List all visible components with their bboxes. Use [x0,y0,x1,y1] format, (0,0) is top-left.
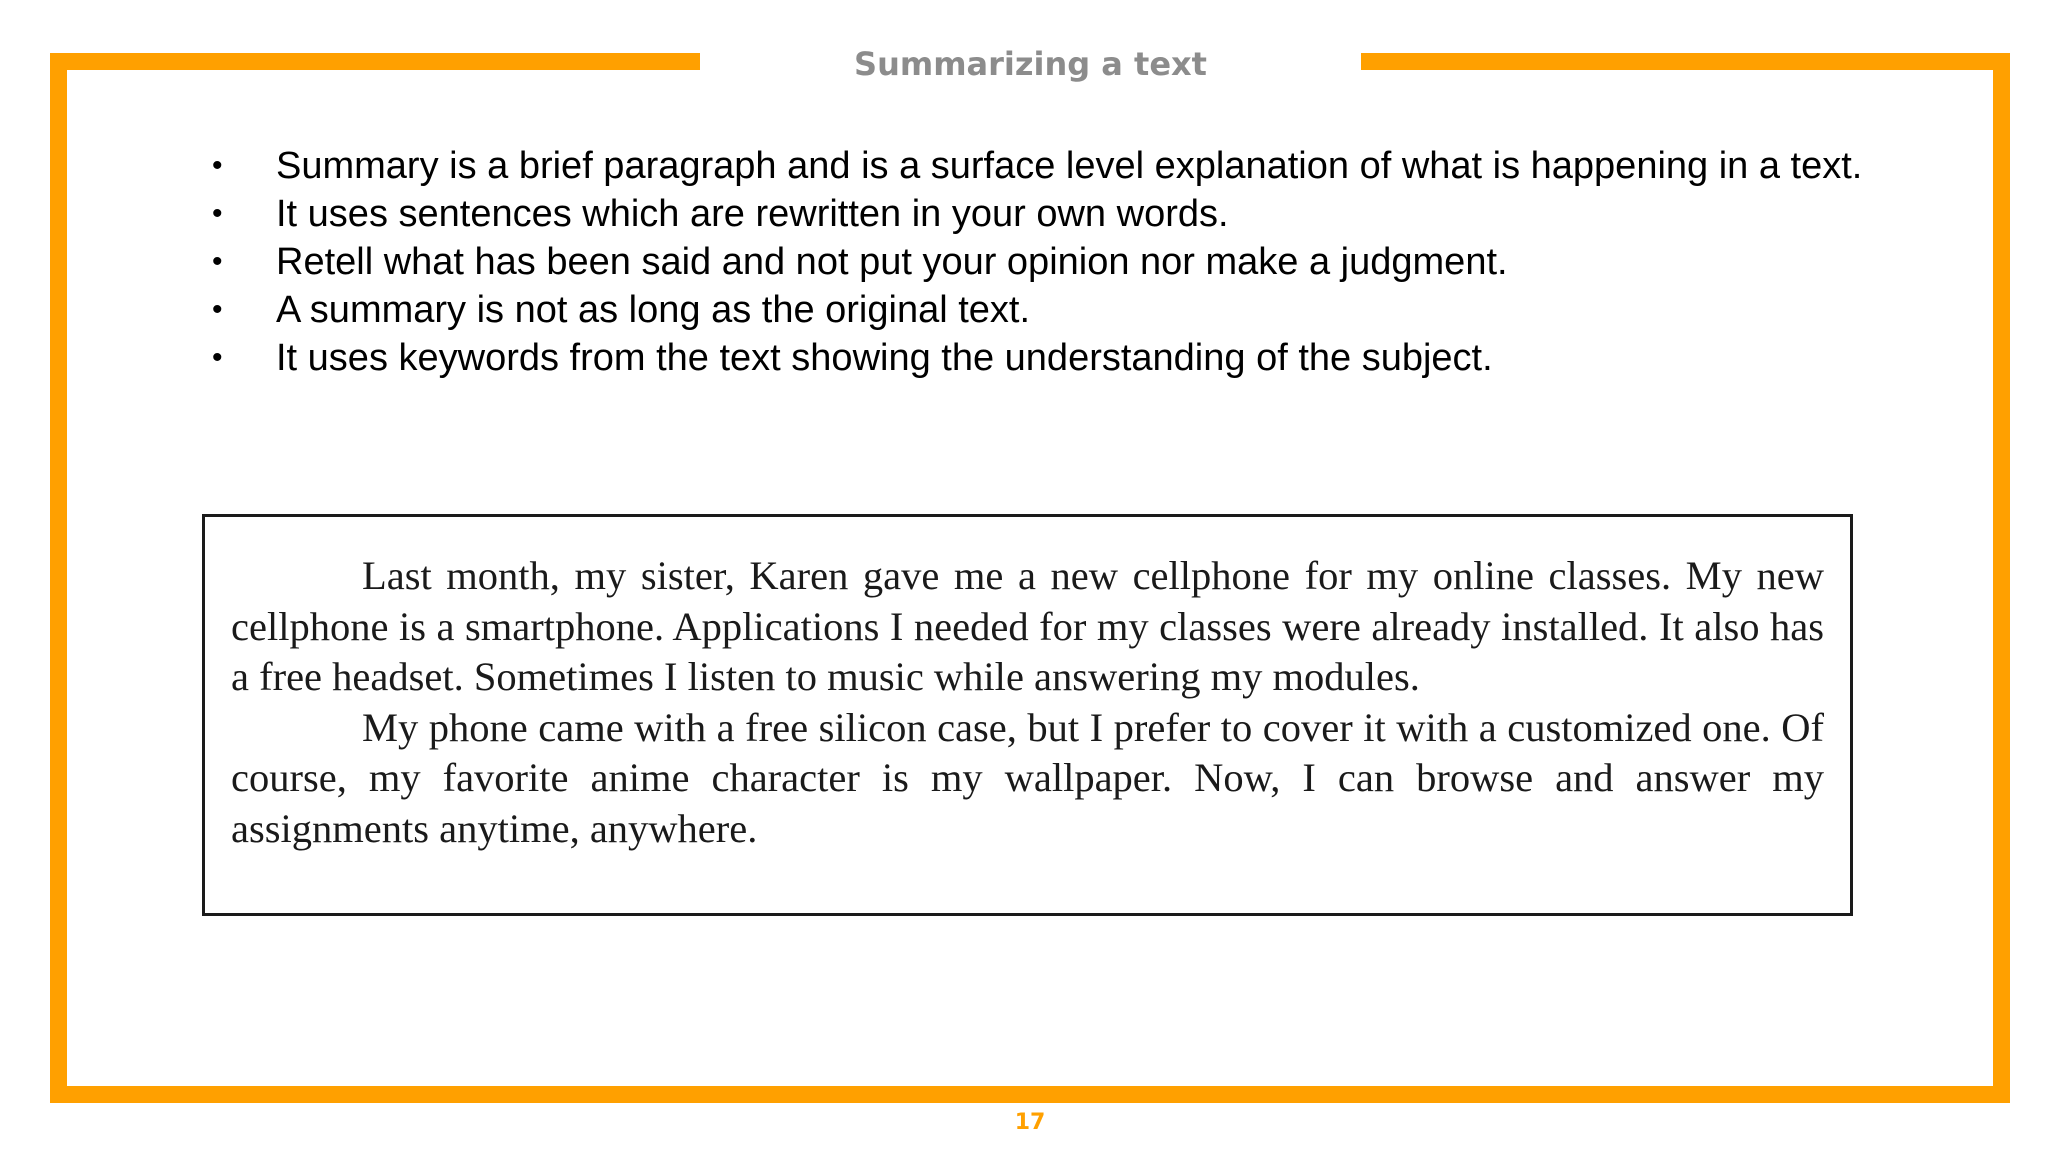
bullet-text: Summary is a brief paragraph and is a surface level explanation of what is happening in a text. [276,145,1863,187]
bullet-marker: • [212,293,223,326]
bullet-marker: • [212,149,223,182]
bullet-marker: • [212,341,223,374]
bullet-text: A summary is not as long as the original text. [276,289,1031,331]
bullet-item [212,286,1882,334]
bullet-text: It uses sentences which are rewritten in your own words. [276,193,1229,235]
passage-paragraph-2: My phone came with a free silicon case, but I prefer to cover it with a customized one. Of course, my favorite anime character is my wallpaper. Now, I can browse and answer my assignments anytime, anywhere. [231,704,1824,851]
frame-bottom-border [50,1086,2010,1103]
bullet-marker: • [212,245,223,278]
bullet-item [212,238,1882,286]
passage-box [202,514,1853,916]
page-number: 17 [1014,1110,1046,1135]
bullet-marker: • [212,197,223,230]
bullet-text: It uses keywords from the text showing the understanding of the subject. [276,337,1493,379]
bullet-item [212,190,1882,238]
bullet-item [212,334,1882,382]
passage-paragraph-1: Last month, my sister, Karen gave me a new cellphone for my online classes. My new cellphone is a smartphone. Applications I needed for my classes were already installed. It also has a free headset. Sometimes I listen to music while answering my modules. [231,553,1824,699]
frame-top-left-border [50,53,700,70]
frame-top-right-border [1361,53,2010,70]
slide-title: Summarizing a text [854,45,1207,83]
bullet-item [212,142,1882,190]
frame-right-border [1993,53,2010,1103]
bullet-list [212,142,1882,382]
frame-left-border [50,53,67,1103]
bullet-text: Retell what has been said and not put your opinion nor make a judgment. [276,241,1508,283]
